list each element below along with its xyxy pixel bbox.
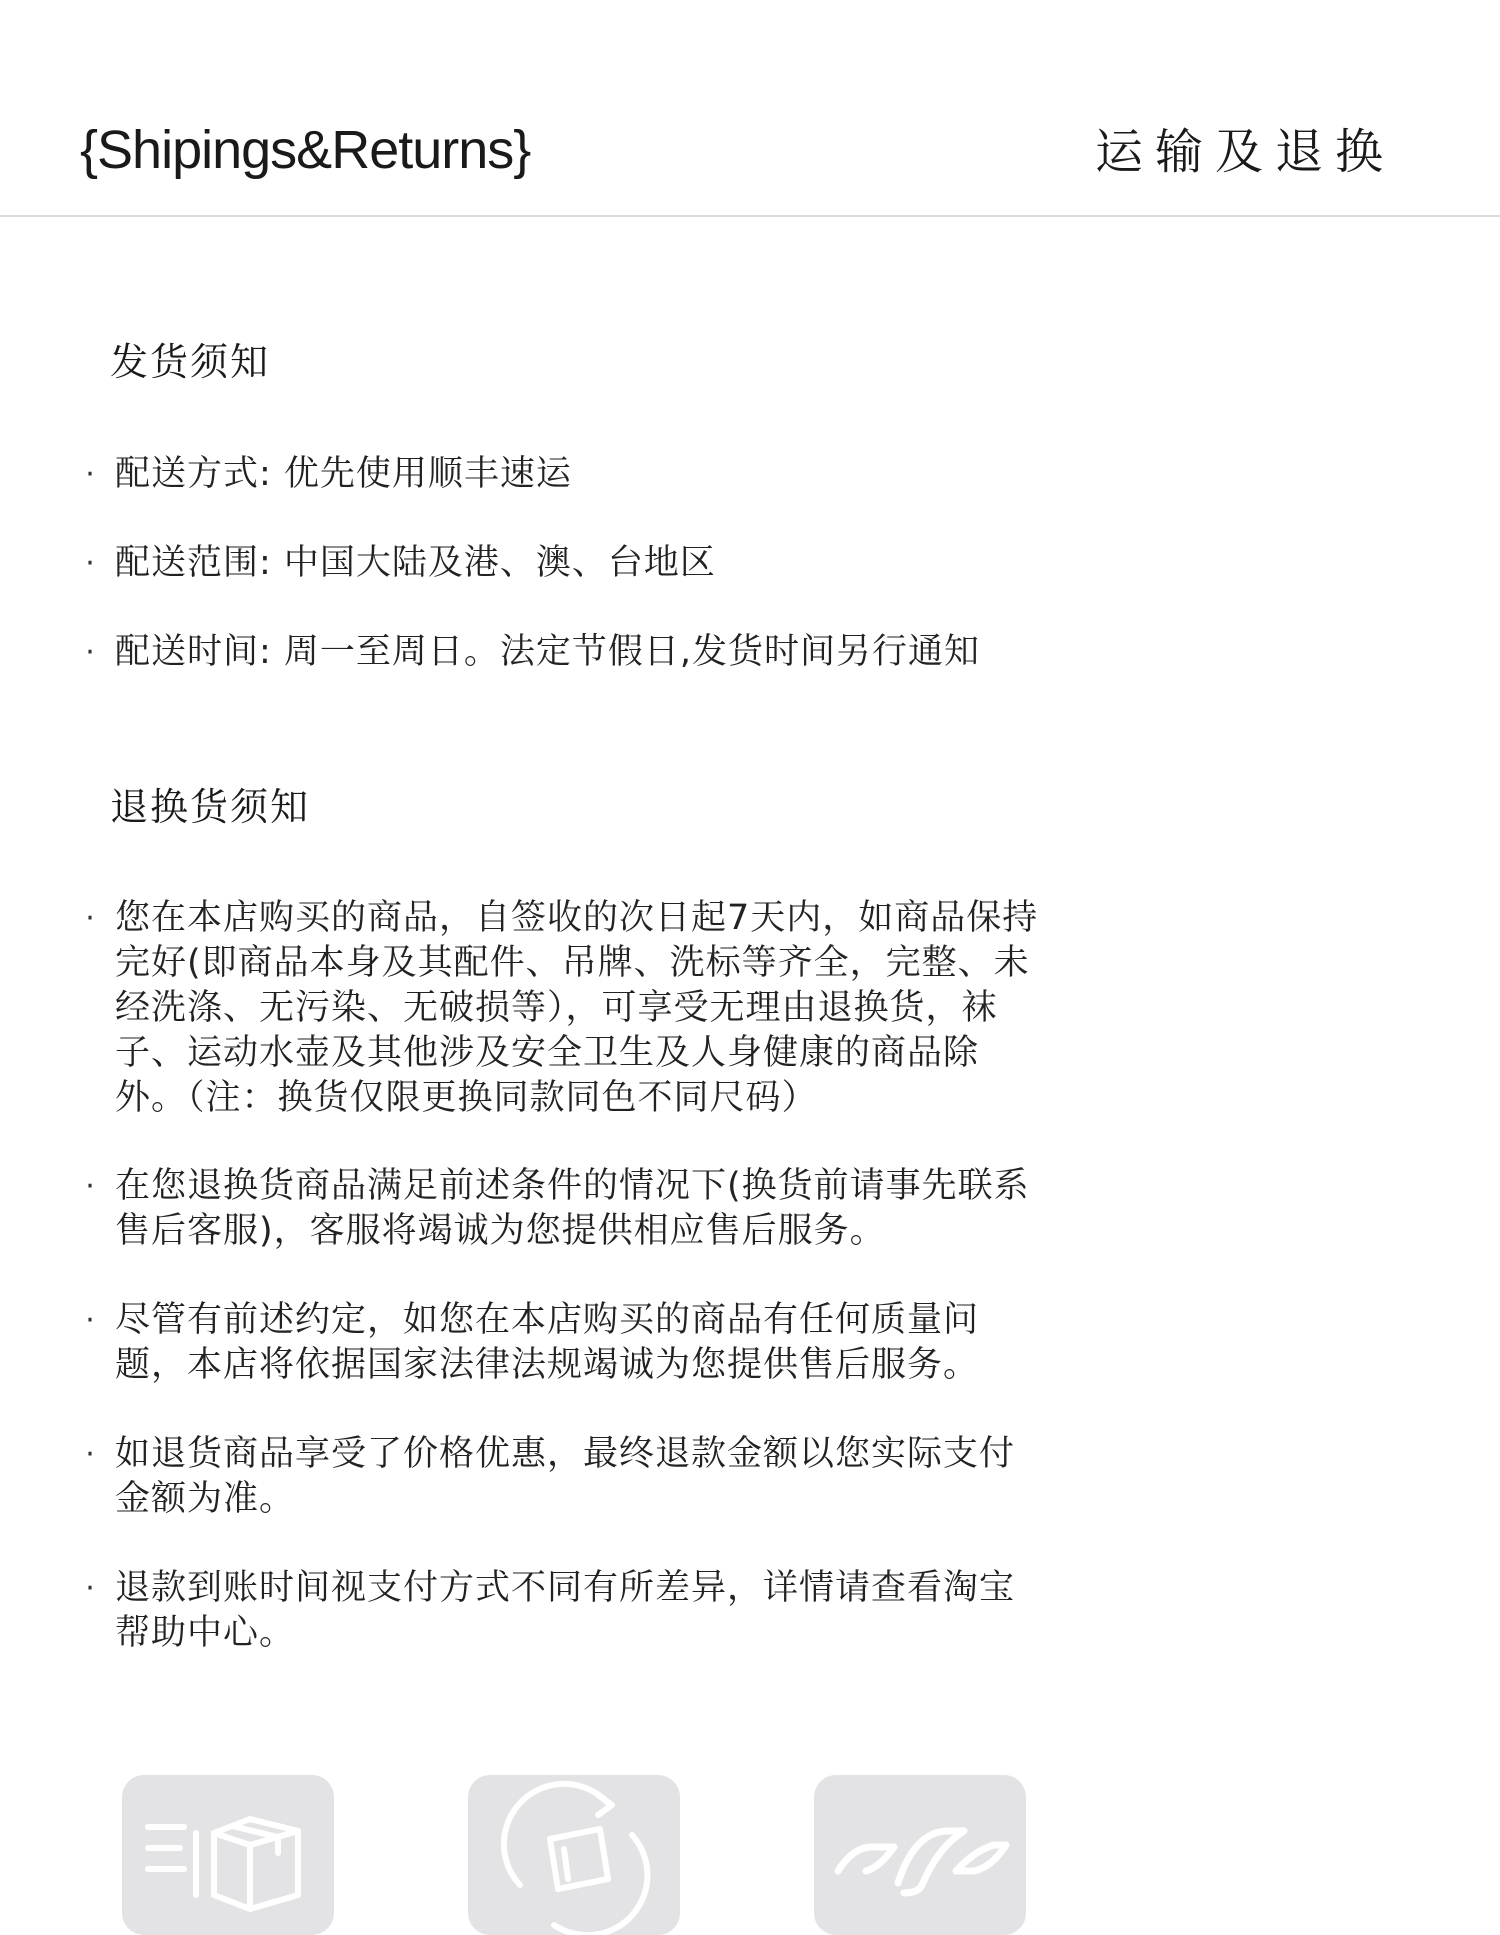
- bullet-icon: ·: [85, 1571, 95, 1606]
- service-icons: [0, 1775, 1500, 1920]
- shipping-section-title: 发货须知: [110, 340, 271, 384]
- returns-item: [80, 1298, 1050, 1388]
- returns-item-text: 在您退换货商品满足前述条件的情况下(换货前请事先联系售后客服)，客服将竭诚为您提供相应售后服务。: [115, 1166, 1030, 1251]
- bullet-icon: ·: [85, 1169, 95, 1204]
- header-title-cn: 运输及退换: [1094, 124, 1395, 180]
- bullet-icon: ·: [85, 635, 95, 670]
- shipping-item-text: 配送方式: 优先使用顺丰速运: [115, 454, 572, 494]
- bullet-icon: ·: [85, 1437, 95, 1472]
- bullet-icon: ·: [85, 1303, 95, 1338]
- page-header: [0, 0, 1500, 217]
- delivery-box-icon: [122, 1775, 334, 1935]
- returns-item-text: 您在本店购买的商品，自签收的次日起7天内，如商品保持完好(即商品本身及其配件、吊牌、洗标等齐全，完整、未经洗涤、无污染、无破损等），可享受无理由退换货，袜子、运动水壶及其他涉及安全卫生及人身健康的商品除外。（注：换货仅限更换同款同色不同尺码）: [115, 898, 1039, 1118]
- bullet-icon: ·: [85, 546, 95, 581]
- fast-shipping-icon: [814, 1775, 1026, 1935]
- shipping-item: [80, 452, 1050, 497]
- returns-item: [80, 1432, 1050, 1522]
- bullet-icon: ·: [85, 457, 95, 492]
- shipping-item: [80, 541, 1050, 586]
- returns-item: [80, 896, 1050, 1121]
- returns-item-text: 如退货商品享受了价格优惠，最终退款金额以您实际支付金额为准。: [115, 1434, 1016, 1519]
- exchange-icon: [468, 1775, 680, 1935]
- returns-item: [80, 1164, 1050, 1254]
- shipping-item-text: 配送范围: 中国大陆及港、澳、台地区: [115, 543, 716, 583]
- returns-section-title: 退换货须知: [110, 785, 311, 829]
- shipping-item: [80, 630, 1050, 675]
- returns-item-text: 尽管有前述约定，如您在本店购买的商品有任何质量问题，本店将依据国家法律法规竭诚为您提供售后服务。: [115, 1300, 980, 1385]
- bullet-icon: ·: [85, 901, 95, 936]
- returns-item: [80, 1566, 1050, 1656]
- brand-title: {Shipings&Returns}: [80, 120, 531, 180]
- shipping-item-text: 配送时间: 周一至周日。法定节假日,发货时间另行通知: [115, 632, 981, 672]
- returns-item-text: 退款到账时间视支付方式不同有所差异，详情请查看淘宝帮助中心。: [115, 1568, 1016, 1653]
